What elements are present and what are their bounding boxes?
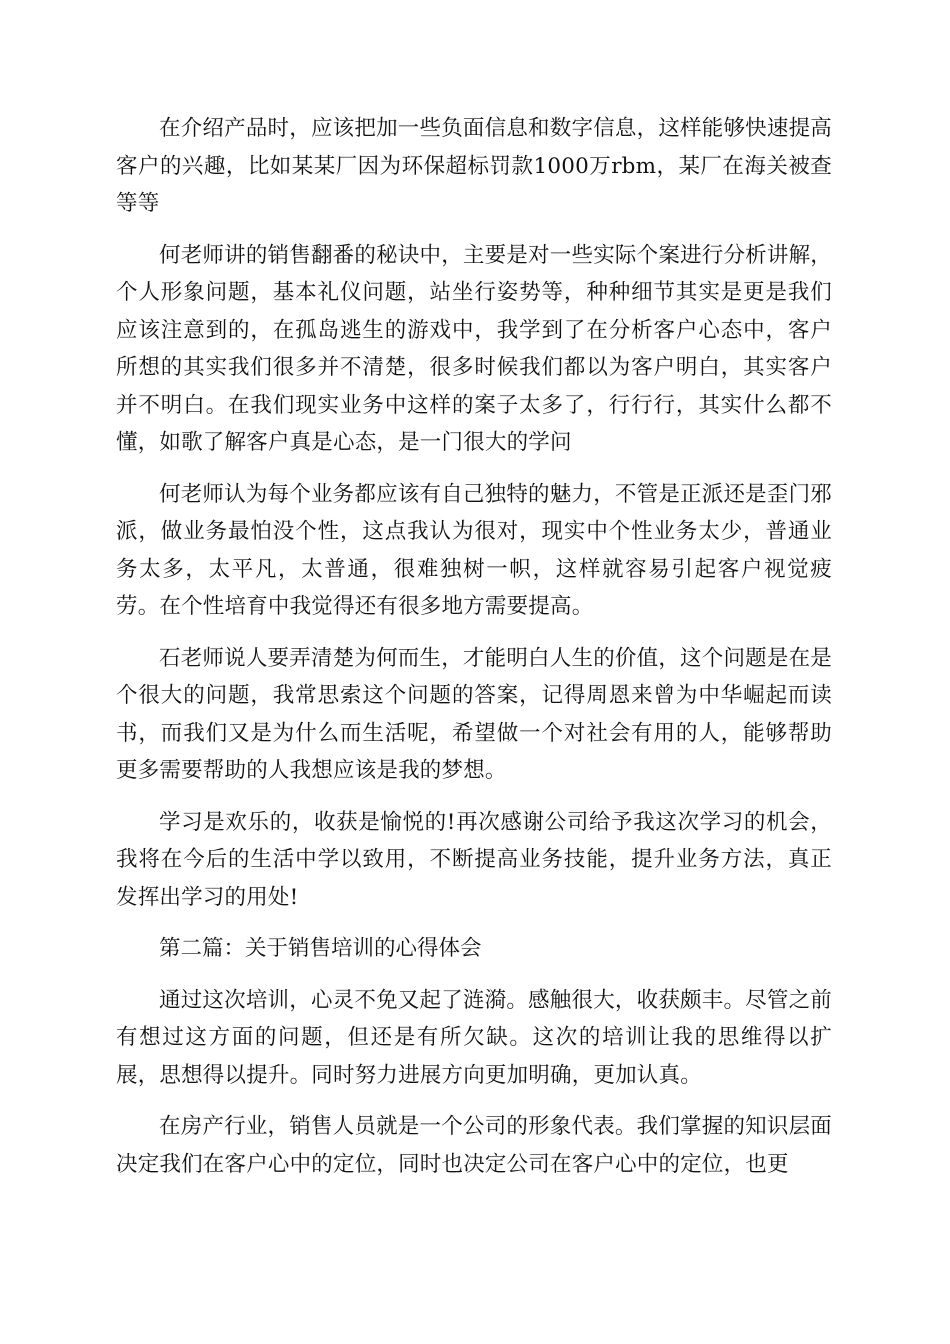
section-heading: 第二篇：关于销售培训的心得体会 <box>159 936 482 961</box>
paragraph-training-feelings: 通过这次培训，心灵不免又起了涟漪。感触很大，收获颇丰。尽管之前有想过这方面的问题，但还是有所欠缺。这次的培训让我的思维得以扩展，思想得以提升。同时努力进展方向更加明确，更加认真。 <box>116 987 832 1088</box>
paragraph-life-value: 石老师说人要弄清楚为何而生，才能明白人生的价值，这个问题是在是个很大的问题，我常思索这个问题的答案，记得周恩来曾为中华崛起而读书，而我们又是为什么而生活呢，希望做一个对社会有用的人，能够帮助更多需要帮助的人我想应该是我的梦想。 <box>116 645 832 783</box>
paragraph-personality: 何老师认为每个业务都应该有自己独特的魅力，不管是正派还是歪门邪派，做业务最怕没个性，这点我认为很对，现实中个性业务太少，普通业务太多，太平凡，太普通，很难独树一帜，这样就容易引起客户视觉疲劳。在个性培育中我觉得还有很多地方需要提高。 <box>116 481 832 619</box>
paragraph-real-estate: 在房产行业，销售人员就是一个公司的形象代表。我们掌握的知识层面决定我们在客户心中的定位，同时也决定公司在客户心中的定位，也更 <box>116 1114 832 1177</box>
document-page <box>116 110 832 1197</box>
paragraph-product-intro: 在介绍产品时，应该把加一些负面信息和数字信息，这样能够快速提高客户的兴趣，比如某某厂因为环保超标罚款1000万rbm，某厂在海关被查等等 <box>116 116 832 216</box>
paragraph-thanks: 学习是欢乐的，收获是愉悦的!再次感谢公司给予我这次学习的机会，我将在今后的生活中学以致用，不断提高业务技能，提升业务方法，真正发挥出学习的用处! <box>116 809 832 910</box>
paragraph-sales-secrets: 何老师讲的销售翻番的秘诀中，主要是对一些实际个案进行分析讲解，个人形象问题，基本礼仪问题，站坐行姿势等，种种细节其实是更是我们应该注意到的，在孤岛逃生的游戏中，我学到了在分析客户心态中，客户所想的其实我们很多并不清楚，很多时候我们都以为客户明白，其实客户并不明白。在我们现实业务中这样的案子太多了，行行行，其实什么都不懂，如歌了解客户真是心态，是一门很大的学问 <box>116 242 832 455</box>
